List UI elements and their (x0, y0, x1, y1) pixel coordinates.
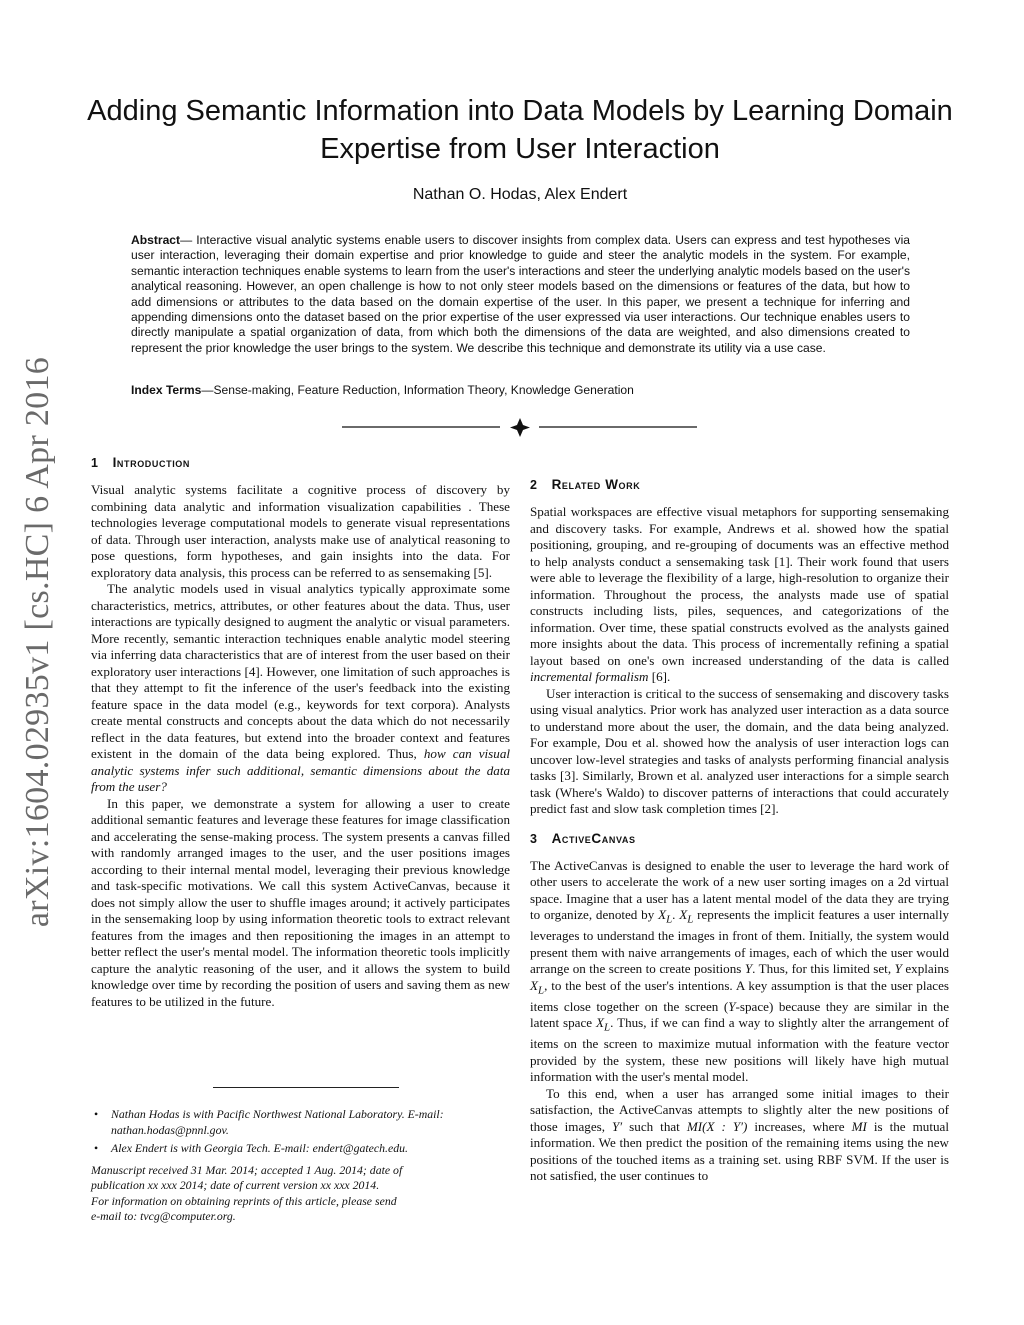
related-paragraph-1 (530, 504, 949, 686)
footnote-rule (213, 1087, 399, 1088)
math-var: X (596, 1015, 605, 1031)
intro-paragraph-1: Visual analytic systems facilitate a cognitive process of discovery by combining data analytic and information visualization capabilities . These technologies leverage computational models to generate visual representations of data. Through user interaction, analysts make use of analytical reasoning to pose questions, form hypotheses, and gain insights into the data. For exploratory data analysis, this process can be referred to as sensemaking [5]. (91, 482, 510, 580)
section-heading-introduction (91, 455, 510, 470)
text-run: . Thus, if we can find a way to slightly alter the arrangement of items on the screen to maximize mutual information with the feature vector provided by the system, these new positions will likely have high mutual information with the user's mental model. (530, 1015, 949, 1085)
text-run: represents the implicit features a user internally leverages to understand the images in front of them. Initially, the system would present them with naive arrangements of images, each of which the user would arrange on the screen to create positions (530, 907, 949, 977)
abstract-label: Abstract (131, 233, 181, 247)
affiliation-list (91, 1107, 510, 1157)
text-run: such that (622, 1118, 687, 1134)
text-run: . Thus, for this limited set, (752, 961, 895, 977)
intro-research-question: how can visual analytic systems infer such additional, semantic dimensions about the data from the user? (91, 746, 510, 794)
section-title: ActiveCanvas (551, 830, 636, 846)
manuscript-line: Manuscript received 31 Mar. 2014; accepted 1 Aug. 2014; date of (91, 1162, 403, 1177)
math-var: X (658, 907, 667, 922)
math-subscript: L (538, 984, 545, 997)
section-heading-related-work (530, 477, 949, 492)
math-symbol: MI (851, 1118, 867, 1134)
section-title: Introduction (112, 455, 191, 470)
math-subscript: L (687, 913, 694, 926)
diamond-star-icon (510, 418, 530, 437)
math-var: X (530, 977, 538, 993)
math-symbol: Y (894, 961, 902, 977)
math-symbol (596, 1015, 611, 1034)
math-var: X (679, 907, 688, 922)
math-symbol: Y (744, 961, 753, 977)
text-run: . (672, 907, 680, 922)
math-subscript: L (666, 913, 673, 926)
section-heading-activecanvas (530, 831, 949, 846)
abstract (131, 233, 910, 356)
affiliation-item (91, 1141, 510, 1157)
text-run: To this end, when a user has arranged some initial images to their satisfaction, the ActiveCanvas attempts to slightly alter the new positions of those images, (530, 1085, 949, 1134)
arxiv-identifier: arXiv:1604.02935v1 [cs.HC] 6 Apr 2016 (19, 356, 56, 928)
section-number: 1 (91, 456, 99, 470)
intro-paragraph-2-text: The analytic models used in visual analytics typically approximate some characteristics, metrics, attributes, or other features about the data. Thus, user interactions are typically designed to augment the analytic or visual parameters. More recently, semantic interaction techniques enable analytic model steering via inferring data characteristics that are of interest from the user based on their exploratory user interactions [4]. However, one limitation of such approaches is that they attempt to fit the inference of the user's feedback into the existing feature space in the data model (e.g., keywords for text corpora). Analysts create mental constructs and concepts about the data which do not necessarily reflect in the data features, but extend into the broader context and features existent in the domain of the data being explored. Thus, (91, 581, 510, 761)
index-terms-text: —Sense-making, Feature Reduction, Information Theory, Knowledge Generation (201, 383, 634, 397)
abstract-text: — Interactive visual analytic systems enable users to discover insights from complex data. Users can express and test hypotheses via user interaction, leveraging their domain expertise and prior knowledge to guide and steer the analytic models in the system. For example, semantic interaction techniques enable systems to learn from the user's interactions and steer the underlying analytic models based on the user's analytical reasoning. However, an open challenge is how to not only steer models based on the dimensions or features of the data, but how to add dimensions or attributes to the data based on the domain expertise of the user. In this paper, we present a technique for inferring and appending dimensions onto the dataset based on the prior expertise of the user expressed via user interactions. Our technique enables users to directly manipulate a spatial organization of data, from which both the dimensions of the data are weighted, and also dimensions created to represent the prior knowledge the user brings to the system. We describe this technique and demonstrate its utility via a use case. (131, 233, 910, 355)
text-run: increases, where (747, 1118, 852, 1134)
affiliation-text: Nathan Hodas is with Pacific Northwest National Laboratory. E-mail: nathan.hodas@pnnl.gov. (111, 1107, 444, 1137)
bullet-icon: • (94, 1107, 99, 1121)
section-separator (342, 416, 698, 440)
text-run: -space) because they are similar in the latent space (530, 998, 950, 1031)
affiliation-item (91, 1107, 510, 1138)
text-run: explains (901, 961, 949, 977)
math-subscript: L (604, 1021, 611, 1034)
bullet-icon: • (94, 1141, 99, 1155)
text-run: The ActiveCanvas is designed to enable the user to leverage the hard work of other users to accelerate the work of a new user sorting images on a 2d virtual space. Imagine that a user has a latent mental model of the data they are trying to organize, denoted by (530, 857, 949, 922)
paper-title: Adding Semantic Information into Data Models by Learning Domain Expertise from User Interaction (87, 95, 953, 165)
index-terms-label: Index Terms (131, 383, 202, 397)
math-symbol (658, 907, 673, 926)
related-paragraph-2: User interaction is critical to the success of sensemaking and discovery tasks using visual analytics. Prior work has analyzed user interaction as a data source to understand more about the user, the domain, and the data being analyzed. For example, Dou et al. showed how the analysis of user interaction logs can uncover low-level strategies and tasks of analysts performing financial analysis tasks [3]. Similarly, Brown et al. analyzed user interactions for a simple search task (Where's Waldo) to discover patterns of interactions that could accurately predict fast and slow task completion times [2]. (530, 685, 949, 816)
manuscript-line: e-mail to: tvcg@computer.org. (91, 1209, 236, 1223)
manuscript-line: publication xx xxx 2014; date of current version xx xxx 2014. (91, 1178, 380, 1192)
manuscript-line: For information on obtaining reprints of this article, please send (91, 1193, 397, 1208)
intro-paragraph-3: In this paper, we demonstrate a system for allowing a user to create additional semantic features and leverage these features for image classification and accelerating the sense-making process. The system presents a canvas filled with randomly arranged images to the user, and the user positions images according to their internal mental model, leveraging their previous knowledge and task-specific motivations. We call this system ActiveCanvas, because it does not simply allow the user to shuffle images around; it actively participates in the sensemaking loop by using information theoretic tools to extract relevant features from the images and then repositioning the images in an attempt to better reflect the user's mental model. The information theoretic tools implicitly capture the analytic reasoning of the user, and it allows the system to build knowledge over time by recording the position of users and saving them as new features to be utilized in the future. (91, 795, 510, 1009)
citation: [6]. (648, 669, 671, 684)
related-paragraph-1-text: Spatial workspaces are effective visual metaphors for supporting sensemaking and discovery tasks. For example, Andrews et al. showed how the spatial positioning, grouping, and re-grouping of documents was an effective method to help analysts conduct a sensemaking task [1]. Their work found that users were able to leverage the flexibility of a large, high-resolution to organize their information. Throughout the process, the analysts made use of spatial constructs including lists, piles, sequences, and categorizations of the information. Over time, these spatial constructs evolved as the analysts gained more insights about the data. This process of incrementally refining a spatial layout based on one's own increased understanding of the data is called (530, 504, 949, 668)
text-run: is the mutual information. We then predict the position of the remaining items using the new positions of the touched items as a training set. using RBF SVM. If the user is not satisfied, the user continues to (530, 1118, 949, 1184)
math-symbol (679, 907, 694, 926)
math-symbol: Y′ (612, 1118, 623, 1134)
activecanvas-paragraph-1 (530, 858, 949, 1086)
math-symbol: Y (728, 998, 736, 1014)
math-symbol (530, 977, 545, 997)
activecanvas-paragraph-2 (530, 1086, 949, 1185)
section-title: Related Work (551, 477, 641, 492)
intro-paragraph-2 (91, 581, 510, 796)
affiliation-text: Alex Endert is with Georgia Tech. E-mail: endert@gatech.edu. (111, 1141, 408, 1155)
section-number: 3 (530, 831, 538, 846)
math-expression: MI(X : Y′) (686, 1118, 748, 1134)
right-column (530, 477, 949, 1185)
text-run: , to the best of the user's intentions. A key assumption is that the user places items close together on the screen ( (530, 977, 949, 1014)
author-list: Nathan O. Hodas, Alex Endert (412, 186, 628, 203)
manuscript-info (91, 1163, 510, 1225)
incremental-formalism-term: incremental formalism (530, 669, 649, 684)
left-column (91, 455, 510, 1010)
footnotes (91, 1107, 510, 1225)
section-number: 2 (530, 478, 538, 492)
index-terms (131, 383, 910, 398)
